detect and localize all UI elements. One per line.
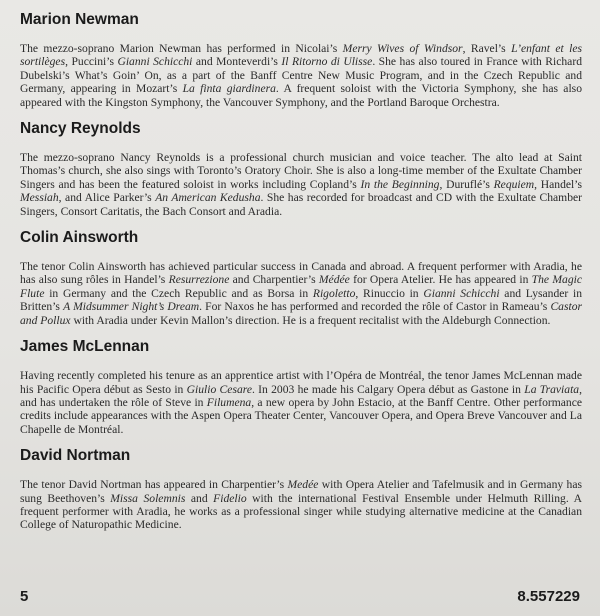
bio-text-run: and (185, 491, 214, 505)
bio-text-run: The mezzo-soprano Marion Newman has performed in Nicolai’s (20, 42, 343, 55)
bio-section (20, 446, 582, 532)
work-title: Rigoletto (312, 286, 356, 300)
bio-section (20, 10, 582, 109)
bio-text-run: and Monteverdi’s (192, 55, 282, 69)
bio-section (20, 337, 582, 436)
work-title: Médée (318, 273, 350, 287)
bio-text-run: . She has also toured in France with Richard Dubelski’s What’s Goin’ On, as a part of the Banff Centre New Music Program, and in the Czech Republic and Germany, appearing in Mozart’s (20, 55, 582, 96)
work-title: La Traviata (524, 382, 580, 396)
bio-text-run: , Rinuccio in (355, 286, 424, 300)
bio-text-run: The mezzo-soprano Nancy Reynolds is a professional church musician and voice teacher. The alto lead at Saint Thomas’s church, she also sings with Toronto’s Oratory Choir. She is also a long-time member of the Exultate Chamber Singers and has been the featured soloist in works including Copland’s (20, 151, 582, 191)
catalogue-number: 8.557229 (517, 588, 580, 605)
page-number: 5 (20, 588, 29, 605)
work-title: Resurrezione (168, 273, 230, 287)
bio-text-run: The tenor David Nortman has appeared in Charpentier’s (20, 478, 288, 492)
bio-paragraph (20, 151, 582, 218)
work-title: Messiah (20, 191, 59, 205)
bio-text-run: , and has undertaken the rôle of Steve in (20, 382, 582, 409)
bio-text-run: Having recently completed his tenure as an apprentice artist with l’Opéra de Montréal, the tenor James McLennan made his Pacific Opera début as Sesto in (20, 369, 582, 396)
work-title: An American Kedusha (155, 191, 261, 205)
work-title: Medée (287, 478, 319, 492)
work-title: L’enfant et les sortilèges (20, 42, 582, 69)
work-title: Fidelio (213, 491, 247, 505)
bio-section (20, 119, 582, 218)
work-title: Gianni Schicchi (423, 286, 500, 300)
bio-text-run: , Duruflé’s (439, 177, 494, 191)
bio-text-run: , Ravel’s (462, 42, 512, 55)
bio-text-run: . In 2003 he made his Calgary Opera début as Gastone in (251, 382, 525, 396)
work-title: Filumena (206, 395, 252, 409)
bio-section (20, 228, 582, 327)
work-title: In the Beginning (360, 177, 440, 191)
work-title: The Magic Flute (20, 273, 582, 300)
work-title: Merry Wives of Windsor (342, 42, 463, 55)
bio-list (20, 10, 582, 542)
bio-text-run: and Charpentier’s (229, 273, 319, 287)
bio-text-run: , a new opera by John Estacio, at the Banff Centre. Other performance credits include appearances with the Aspen Opera Theater Center, Vancouver Opera, and Opera Breve Vancouver and La Chapelle de Montréal. (20, 395, 582, 436)
work-title: Gianni Schicchi (117, 55, 193, 69)
bio-text-run: with Aradia under Kevin Mallon’s direction. He is a frequent recitalist with the Aldeburgh Connection. (70, 313, 551, 327)
work-title: Giulio Cesare (186, 382, 252, 396)
work-title: Missa Solemnis (110, 491, 186, 505)
performer-name: David Nortman (20, 447, 131, 465)
bio-text-run: The tenor Colin Ainsworth has achieved particular success in Canada and abroad. A frequent performer with Aradia, he has also sung rôles in Handel’s (20, 260, 582, 287)
bio-text-run: , Handel’s (534, 177, 582, 191)
work-title: A Midsummer Night’s Dream (63, 300, 200, 314)
bio-text-run: , Puccini’s (65, 55, 118, 69)
bio-text-run: with the international Festival Ensemble under Helmuth Rilling. A frequent performer with Aradia, he works as a professional singer while studying alternative medicine at the Canadian College of Naturopathic Medicine. (20, 491, 582, 532)
work-title: La finta giardinera (182, 82, 276, 96)
bio-paragraph (20, 369, 582, 436)
bio-text-run: in Germany and the Czech Republic and as Borsa in (44, 286, 313, 300)
performer-name: Colin Ainsworth (20, 229, 139, 247)
work-title: Castor and Pollux (20, 300, 583, 327)
bio-text-run: , and Alice Parker’s (58, 191, 156, 205)
bio-text-run: for Opera Atelier. He has appeared in (349, 273, 532, 287)
performer-name: James McLennan (20, 338, 150, 356)
bio-text-run: . She has recorded for broadcast and CD with the Exultate Chamber Singers, Consort Caritatis, the Bach Consort and Aradia. (20, 191, 582, 218)
bio-text-run: with Opera Atelier and Tafelmusik and in Germany has sung Beethoven’s (20, 478, 582, 505)
bio-paragraph (20, 260, 582, 327)
work-title: Requiem (493, 177, 535, 191)
bio-text-run: . A frequent soloist with the Victoria Symphony, she has also appeared with the Kingston Symphony, the Vancouver Symphony, and the Portland Baroque Orchestra. (20, 82, 582, 109)
work-title: Il Ritorno di Ulisse (281, 55, 373, 69)
bio-paragraph (20, 42, 582, 109)
performer-name: Nancy Reynolds (20, 120, 141, 138)
bio-paragraph (20, 478, 582, 532)
bio-text-run: . For Naxos he has performed and recorded the rôle of Castor in Rameau’s (199, 300, 551, 314)
performer-name: Marion Newman (20, 11, 139, 28)
bio-text-run: and Lysander in Britten’s (20, 286, 583, 314)
